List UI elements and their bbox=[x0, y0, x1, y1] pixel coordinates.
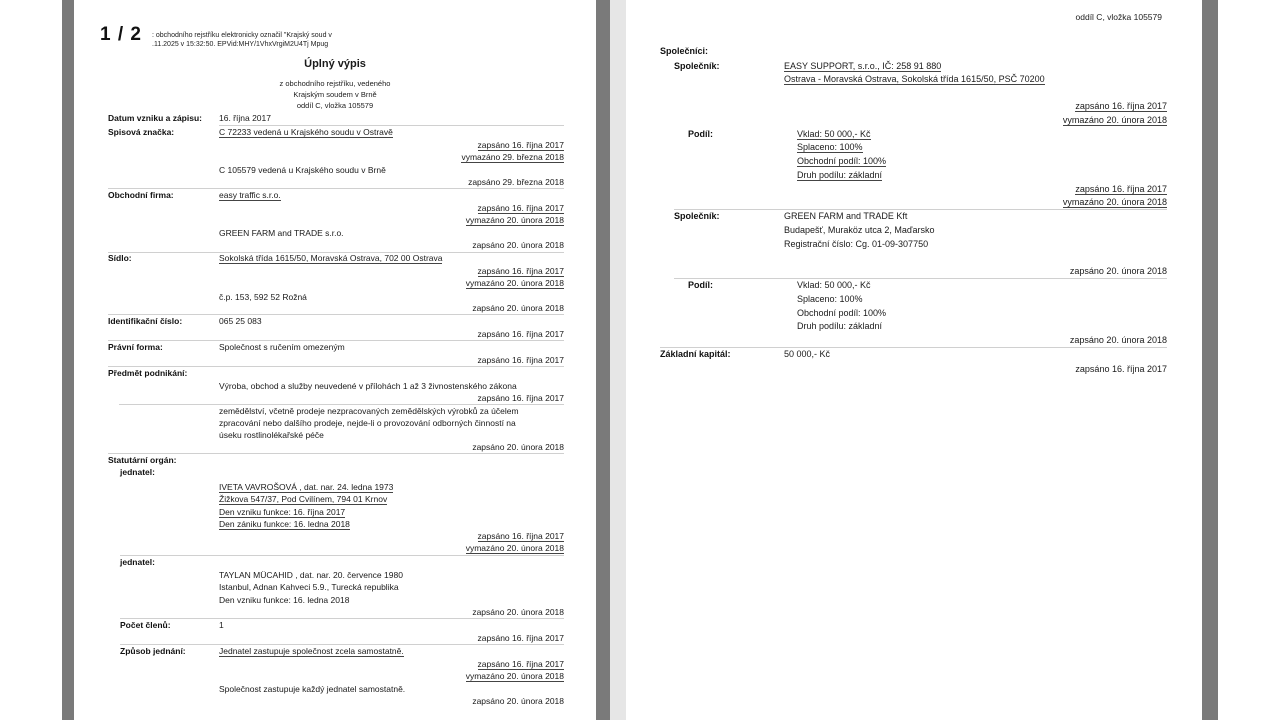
jednatel-line: Žižkova 547/37, Pod Cvilínem, 794 01 Krnov bbox=[219, 494, 388, 504]
zapsano-date: zapsáno 16. října 2017 bbox=[477, 659, 564, 669]
row-separator bbox=[108, 314, 564, 315]
kapital-label: Základní kapitál: bbox=[660, 349, 731, 359]
row-separator bbox=[219, 125, 564, 126]
sidlo-value: č.p. 153, 592 52 Rožná bbox=[219, 292, 307, 302]
page-gap-gutter bbox=[596, 0, 610, 720]
row-separator bbox=[119, 404, 564, 405]
zapsano-date: zapsáno 16. října 2017 bbox=[477, 203, 564, 213]
spisova-label: Spisová značka: bbox=[108, 127, 175, 137]
predmet-value: zemědělství, včetně prodeje nezpracovaných zemědělských výrobků za účelem bbox=[219, 406, 519, 416]
verification-line: .11.2025 v 15:32:50. EPVid:MHY/1VhxVrgiM2U4Tj Mpug bbox=[152, 41, 329, 48]
podil-label: Podíl: bbox=[688, 280, 713, 290]
zapsano-date: zapsáno 20. února 2018 bbox=[472, 303, 564, 313]
firma-value-old: easy traffic s.r.o. bbox=[219, 190, 281, 200]
row-separator bbox=[674, 209, 1167, 210]
page-counter: 1 / 2 bbox=[100, 24, 142, 45]
predmet-value: Výroba, obchod a služby neuvedené v přílohách 1 až 3 živnostenského zákona bbox=[219, 381, 517, 391]
zapsano-date: zapsáno 16. října 2017 bbox=[477, 393, 564, 403]
podil-label: Podíl: bbox=[688, 129, 713, 139]
sidlo-label: Sídlo: bbox=[108, 253, 132, 263]
spolecnik-line: Registrační číslo: Cg. 01-09-307750 bbox=[784, 239, 929, 249]
spolecnik-label: Společník: bbox=[674, 211, 720, 221]
datum-value: 16. října 2017 bbox=[219, 113, 271, 123]
vymazano-date: vymazáno 20. února 2018 bbox=[465, 215, 564, 225]
row-separator bbox=[108, 366, 564, 367]
zapsano-date: zapsáno 16. října 2017 bbox=[477, 329, 564, 339]
jednatel-line: Den vzniku funkce: 16. října 2017 bbox=[219, 507, 346, 517]
row-separator bbox=[108, 340, 564, 341]
vymazano-date: vymazáno 20. února 2018 bbox=[1062, 197, 1167, 207]
statutarni-label: Statutární orgán: bbox=[108, 455, 177, 465]
zapsano-date: zapsáno 20. února 2018 bbox=[472, 442, 564, 452]
zpusob-label: Způsob jednání: bbox=[120, 646, 186, 656]
zapsano-date: zapsáno 20. února 2018 bbox=[1069, 266, 1167, 276]
pocet-label: Počet členů: bbox=[120, 620, 171, 630]
datum-label: Datum vzniku a zápisu: bbox=[108, 113, 202, 123]
row-separator bbox=[120, 555, 564, 556]
zapsano-date: zapsáno 16. října 2017 bbox=[477, 633, 564, 643]
document-page-2 bbox=[626, 4, 1202, 720]
verification-line: : obchodního rejstříku elektronicky označil "Krajský soud v bbox=[152, 32, 332, 39]
podil-line: Splaceno: 100% bbox=[797, 142, 863, 152]
spolecnik-line: Budapešť, Muraköz utca 2, Maďarsko bbox=[784, 225, 935, 235]
zapsano-date: zapsáno 20. února 2018 bbox=[472, 607, 564, 617]
row-separator bbox=[108, 453, 564, 454]
podil-line: Obchodní podíl: 100% bbox=[797, 156, 887, 166]
subtitle-line: z obchodního rejstříku, vedeného bbox=[279, 79, 391, 88]
page-title: Úplný výpis bbox=[304, 58, 366, 70]
spolecnik-line: EASY SUPPORT, s.r.o., IČ: 258 91 880 bbox=[784, 61, 942, 71]
row-separator bbox=[120, 618, 564, 619]
jednatel-line: TAYLAN MÜCAHID , dat. nar. 20. července 1980 bbox=[219, 570, 403, 580]
vymazano-date: vymazáno 20. února 2018 bbox=[465, 543, 564, 553]
podil-line: Vklad: 50 000,- Kč bbox=[797, 129, 871, 139]
zapsano-date: zapsáno 29. března 2018 bbox=[468, 177, 564, 187]
row-separator bbox=[660, 347, 1167, 348]
spolecnici-label: Společníci: bbox=[660, 46, 709, 56]
verification-note bbox=[152, 31, 332, 49]
firma-label: Obchodní firma: bbox=[108, 190, 174, 200]
zapsano-date: zapsáno 20. února 2018 bbox=[1069, 335, 1167, 345]
firma-value: GREEN FARM and TRADE s.r.o. bbox=[219, 228, 344, 238]
zpusob-value-old: Jednatel zastupuje společnost zcela samostatně. bbox=[219, 646, 404, 656]
zapsano-date: zapsáno 16. října 2017 bbox=[1075, 184, 1167, 194]
page-header: oddíl C, vložka 105579 bbox=[1075, 12, 1162, 22]
jednatel-label: jednatel: bbox=[120, 557, 155, 567]
predmet-value: zpracování nebo dalšího prodeje, nejde-li o provozování odborných činností na bbox=[219, 418, 516, 428]
spolecnik-line: Ostrava - Moravská Ostrava, Sokolská třída 1615/50, PSČ 70200 bbox=[784, 74, 1045, 84]
page2-left-gutter bbox=[610, 0, 626, 720]
zapsano-date: zapsáno 16. října 2017 bbox=[477, 531, 564, 541]
spolecnik-label: Společník: bbox=[674, 61, 720, 71]
zapsano-date: zapsáno 16. října 2017 bbox=[477, 140, 564, 150]
ico-value: 065 25 083 bbox=[219, 316, 262, 326]
zpusob-value: Společnost zastupuje každý jednatel samostatně. bbox=[219, 684, 406, 694]
jednatel-line: Den zániku funkce: 16. ledna 2018 bbox=[219, 519, 350, 529]
sidlo-value-old: Sokolská třída 1615/50, Moravská Ostrava, 702 00 Ostrava bbox=[219, 253, 443, 263]
vymazano-date: vymazáno 20. února 2018 bbox=[465, 671, 564, 681]
predmet-label: Předmět podnikání: bbox=[108, 368, 188, 378]
row-separator bbox=[120, 644, 564, 645]
forma-label: Právní forma: bbox=[108, 342, 163, 352]
zapsano-date: zapsáno 16. října 2017 bbox=[477, 355, 564, 365]
ico-label: Identifikační číslo: bbox=[108, 316, 183, 326]
spisova-value: C 105579 vedená u Krajského soudu v Brně bbox=[219, 165, 386, 175]
zapsano-date: zapsáno 16. října 2017 bbox=[477, 266, 564, 276]
page2-right-gutter bbox=[1202, 0, 1218, 720]
subtitle-line: oddíl C, vložka 105579 bbox=[296, 101, 374, 110]
zapsano-date: zapsáno 16. října 2017 bbox=[1075, 364, 1167, 374]
zapsano-date: zapsáno 20. února 2018 bbox=[472, 696, 564, 706]
page1-left-gutter bbox=[62, 0, 74, 720]
podil-line: Splaceno: 100% bbox=[797, 294, 863, 304]
kapital-value: 50 000,- Kč bbox=[784, 349, 831, 359]
spolecnik-line: GREEN FARM and TRADE Kft bbox=[784, 211, 908, 221]
podil-line: Obchodní podíl: 100% bbox=[797, 308, 887, 318]
podil-line: Vklad: 50 000,- Kč bbox=[797, 280, 871, 290]
jednatel-line: IVETA VAVROŠOVÁ , dat. nar. 24. ledna 1973 bbox=[219, 482, 394, 492]
subtitle-line: Krajským soudem v Brně bbox=[293, 90, 377, 99]
jednatel-line: Den vzniku funkce: 16. ledna 2018 bbox=[219, 595, 350, 605]
vymazano-date: vymazáno 20. února 2018 bbox=[465, 278, 564, 288]
row-separator bbox=[108, 188, 564, 189]
pocet-value: 1 bbox=[219, 620, 224, 630]
predmet-value: úseku rostlinolékařské péče bbox=[219, 430, 324, 440]
spisova-value-old: C 72233 vedená u Krajského soudu v Ostravě bbox=[219, 127, 393, 137]
jednatel-line: Istanbul, Adnan Kahveci 5.9., Turecká republika bbox=[219, 582, 399, 592]
row-separator bbox=[674, 278, 1167, 279]
vymazano-date: vymazáno 20. února 2018 bbox=[1062, 115, 1167, 125]
forma-value: Společnost s ručením omezeným bbox=[219, 342, 345, 352]
zapsano-date: zapsáno 20. února 2018 bbox=[472, 240, 564, 250]
jednatel-label: jednatel: bbox=[120, 467, 155, 477]
document-page-1 bbox=[74, 4, 596, 720]
vymazano-date: vymazáno 29. března 2018 bbox=[461, 152, 564, 162]
zapsano-date: zapsáno 16. října 2017 bbox=[1075, 101, 1167, 111]
podil-line: Druh podílu: základní bbox=[797, 321, 883, 331]
podil-line: Druh podílu: základní bbox=[797, 170, 883, 180]
